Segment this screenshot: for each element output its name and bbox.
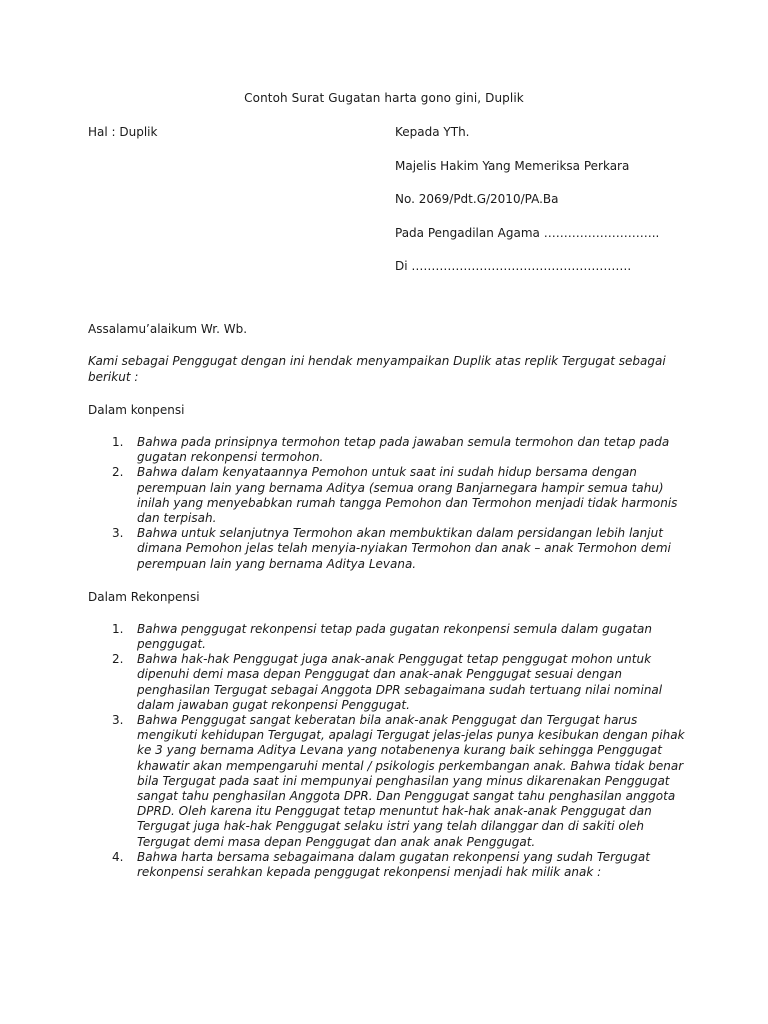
- list-item: [88, 465, 688, 526]
- list-item-number: 1.: [112, 435, 124, 449]
- list-item-text: Bahwa hak-hak Penggugat juga anak-anak Penggugat tetap penggugat mohon untuk dipenuhi demi masa depan Penggugat dan anak-anak Penggugat sesuai dengan penghasilan Tergugat sebagai Anggota DPR sebagaimana sudah tertuang nilai nominal dalam jawaban gugat rekonpensi Penggugat.: [137, 652, 663, 712]
- intro-paragraph: Kami sebagai Penggugat dengan ini hendak menyampaikan Duplik atas replik Tergugat sebagai berikut :: [88, 354, 666, 384]
- list-item-number: 3.: [112, 526, 124, 541]
- document-title: Contoh Surat Gugatan harta gono gini, Duplik: [244, 91, 524, 105]
- list-item: [88, 526, 688, 572]
- address-line: No. 2069/Pdt.G/2010/PA.Ba: [395, 192, 559, 206]
- list-item: [88, 652, 688, 713]
- list-item-text: Bahwa pada prinsipnya termohon tetap pada jawaban semula termohon dan tetap pada gugatan rekonpensi termohon.: [137, 435, 670, 465]
- list-item: [88, 622, 688, 652]
- rekonpensi-list: [88, 622, 688, 880]
- subject-line: Hal : Duplik: [88, 125, 158, 139]
- recipient-address-block: [395, 125, 659, 293]
- list-item-text: Bahwa dalam kenyataannya Pemohon untuk saat ini sudah hidup bersama dengan perempuan lain yang bernama Aditya (semua orang Banjarnegara hampir semua tahu) inilah yang menyebabkan rumah tangga Pemohon dan Termohon menjadi tidak harmonis dan terpisah.: [137, 465, 678, 526]
- section-heading-rekonpensi: Dalam Rekonpensi: [88, 589, 200, 604]
- konpensi-list: [88, 435, 688, 572]
- list-item-number: 3.: [112, 713, 124, 728]
- address-line: Kepada YTh.: [395, 125, 470, 139]
- address-line: Majelis Hakim Yang Memeriksa Perkara: [395, 158, 630, 173]
- list-item-text: Bahwa harta bersama sebagaimana dalam gugatan rekonpensi yang sudah Tergugat rekonpensi serahkan kepada penggugat rekonpensi menjadi hak milik anak :: [137, 849, 650, 880]
- list-item-text: Bahwa untuk selanjutnya Termohon akan membuktikan dalam persidangan lebih lanjut dimana Pemohon jelas telah menyia-nyiakan Termohon dan anak – anak Termohon demi perempuan lain yang bernama Aditya Levana.: [137, 526, 671, 571]
- greeting: Assalamu’alaikum Wr. Wb.: [88, 322, 248, 336]
- list-item-number: 2.: [112, 652, 124, 667]
- list-item-number: 4.: [112, 849, 124, 864]
- section-heading-konpensi: Dalam konpensi: [88, 403, 185, 417]
- list-item: [88, 713, 688, 850]
- address-line: Di ……………………………………………….: [395, 259, 632, 273]
- list-item: [88, 850, 688, 880]
- list-item-text: Bahwa Penggugat sangat keberatan bila anak-anak Penggugat dan Tergugat harus mengikuti kehidupan Tergugat, apalagi Tergugat jelas-jelas punya kesibukan dengan pihak ke 3 yang bernama Aditya Levana yang notabenenya kurang baik sehingga Penggugat khawatir akan mempengaruhi mental / psikologis perkembangan anak. Bahwa tidak benar bila Tergugat pada saat ini mempunyai penghasilan yang minus dikarenakan Penggugat sangat tahu penghasilan Anggota DPR. Dan Penggugat sangat tahu penghasilan anggota DPRD. Oleh karena itu Penggugat tetap menuntut hak-hak anak-anak Penggugat dan Tergugat juga hak-hak Penggugat selaku istri yang telah dilanggar dan di sakiti oleh Tergugat demi masa depan Penggugat dan anak anak Penggugat.: [137, 713, 685, 849]
- list-item-text: Bahwa penggugat rekonpensi tetap pada gugatan rekonpensi semula dalam gugatan penggugat.: [137, 621, 653, 652]
- list-item-number: 2.: [112, 465, 124, 480]
- letter-body: [88, 322, 688, 898]
- list-item: [88, 435, 688, 465]
- address-line: Pada Pengadilan Agama ………………………..: [395, 225, 660, 240]
- list-item-number: 1.: [112, 621, 124, 636]
